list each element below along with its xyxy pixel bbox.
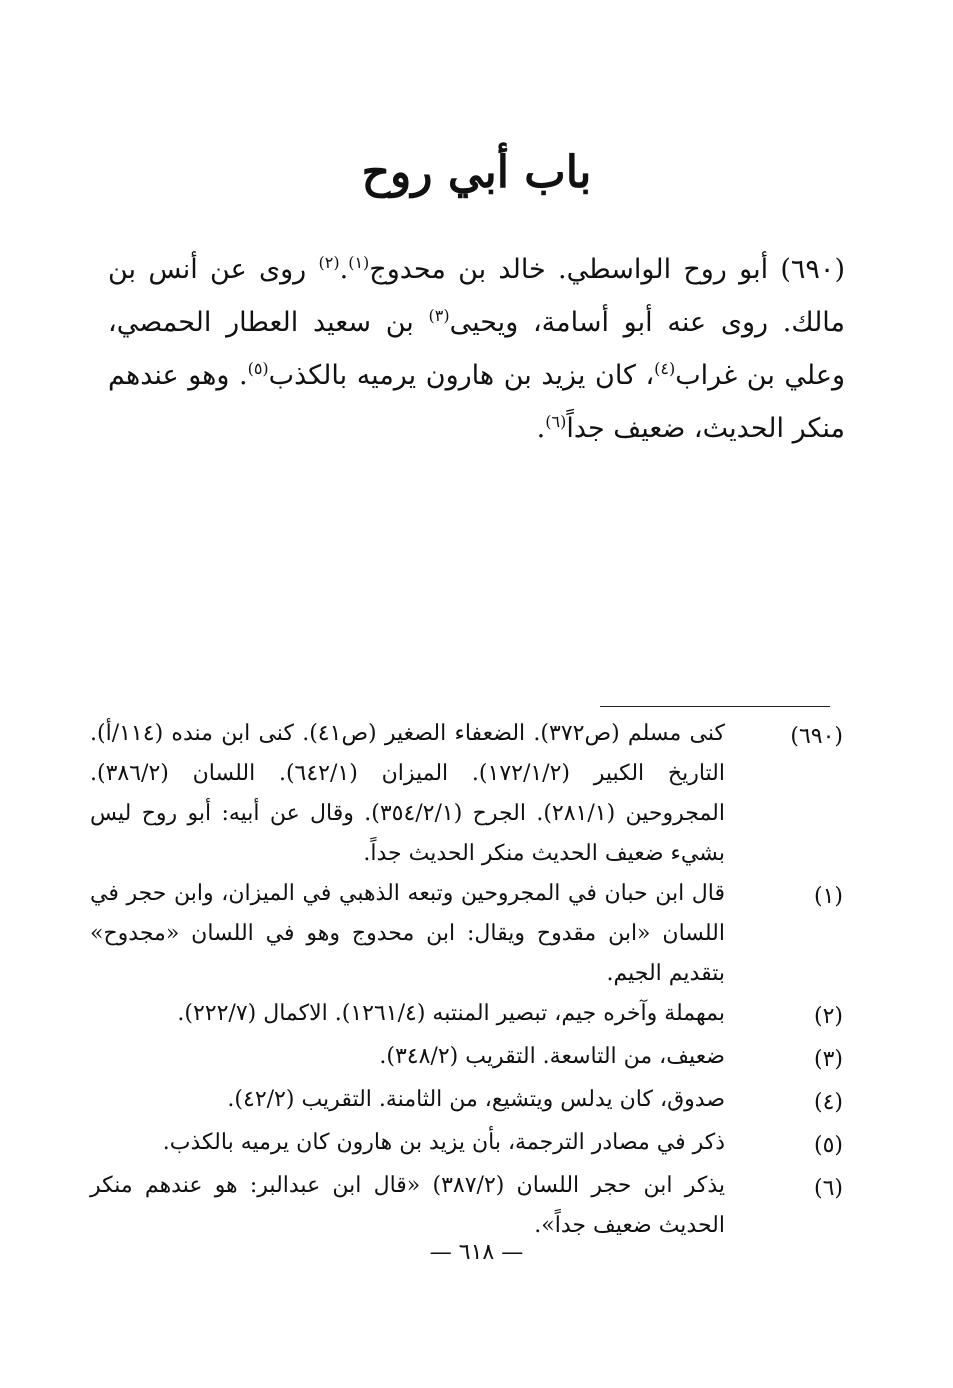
page-number: — ٦١٨ — [429, 1240, 524, 1265]
footnote-text: ضعيف، من التاسعة. التقريب (٣٤٨/٢). [379, 1044, 725, 1069]
footnote-3 [90, 1037, 843, 1080]
footnote-number: (٦٩٠) [790, 724, 843, 749]
footnote-ref-5[interactable]: (٥) [247, 359, 269, 378]
footnote-2 [90, 994, 843, 1037]
entry-text-7: . [536, 413, 546, 444]
entry-text-4: بن سعيد العطار الحمصي، وعلي بن غراب [108, 307, 845, 391]
footnote-divider [600, 706, 830, 707]
footnote-number: (٦) [813, 1176, 843, 1201]
footnote-ref-1[interactable]: (١) [348, 253, 370, 272]
footnote-text: ذكر في مصادر الترجمة، بأن يزيد بن هارون كان يرميه بالكذب. [162, 1130, 725, 1155]
entry-text-2: . [339, 254, 349, 285]
footnote-ref-3[interactable]: (٣) [428, 306, 450, 325]
footnotes [90, 714, 843, 1246]
entry-text-5: ، كان يزيد بن هارون يرميه بالكذب [268, 360, 655, 391]
footnote-4 [90, 1080, 843, 1123]
footnote-number: (٣) [813, 1047, 843, 1072]
footnote-6 [90, 1166, 843, 1246]
entry-text-1: أبو روح الواسطي. خالد بن محدوج [369, 254, 769, 285]
footnote-ref-4[interactable]: (٤) [654, 359, 676, 378]
footnote-text: يذكر ابن حجر اللسان (٣٨٧/٢) «قال ابن عبدالبر: هو عندهم منكر الحديث ضعيف جداً». [90, 1173, 725, 1238]
footnote-ref-6[interactable]: (٦) [545, 412, 567, 431]
footnote-text: بمهملة وآخره جيم، تبصير المنتبه (١٢٦١/٤). الاكمال (٢٢٢/٧). [177, 1001, 725, 1026]
footnote-text: كنى مسلم (ص٣٧٢). الضعفاء الصغير (ص٤١). كنى ابن منده (١١٤/أ). التاريخ الكبير (١٧٢/١/٢). الميزان (٦٤٢/١). اللسان (٣٨٦/٢). المجروحين (٢٨١/١). الجرح (٣٥٤/٢/١). وقال عن أبيه: أبو روح ليس بشيء ضعيف الحديث منكر الحديث جداً. [90, 721, 725, 866]
entry-text-6: . وهو عندهم منكر الحديث، ضعيف جداً [108, 360, 845, 444]
chapter-heading: باب أبي روح [361, 147, 592, 198]
footnote-text: قال ابن حبان في المجروحين وتبعه الذهبي في الميزان، وابن حجر في اللسان «ابن مقدوح ويقال: ابن محدوج وهو في اللسان «مجدوح» بتقديم الجيم. [90, 881, 725, 986]
entry-paragraph [108, 243, 845, 455]
entry-text-3: روى عن أنس بن مالك. روى عنه أبو أسامة، ويحيى [108, 254, 845, 338]
footnote-5 [90, 1123, 843, 1166]
footnote-number: (١) [813, 884, 843, 909]
footnote-ref-2[interactable]: (٢) [318, 253, 340, 272]
footnote-1 [90, 874, 843, 994]
entry-number: (٦٩٠) [780, 254, 845, 285]
footnote-number: (٢) [813, 1004, 843, 1029]
footnote-number: (٤) [813, 1090, 843, 1115]
footnote-number: (٥) [813, 1133, 843, 1158]
footnote-text: صدوق، كان يدلس ويتشيع، من الثامنة. التقريب (٤٢/٢). [227, 1087, 725, 1112]
footnote-690 [90, 714, 843, 874]
